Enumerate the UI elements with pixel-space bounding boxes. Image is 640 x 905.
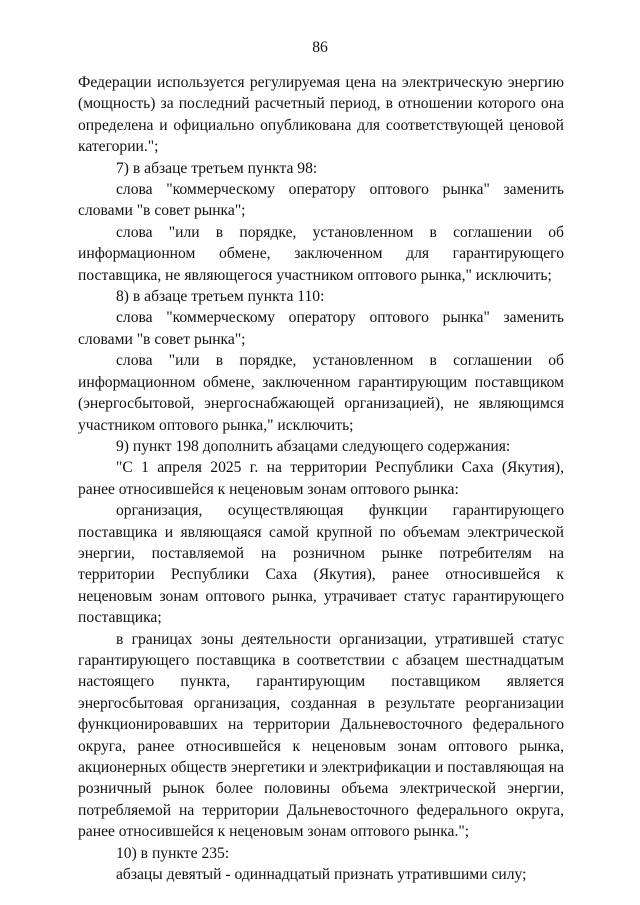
paragraph-item-9: 9) пункт 198 дополнить абзацами следующего содержания:: [116, 437, 511, 455]
document-body: [78, 72, 564, 885]
paragraph-item-7: 7) в абзаце третьем пункта 98:: [116, 159, 318, 177]
paragraph-item-9-organization: организация, осуществляющая функции гарантирующего поставщика и являющаяся самой крупной по объемам электрической энергии, поставляемой на розничном рынке потребителям на территории Республики Саха (Якутия), ранее относившейся к неценовым зонам оптового рынка, утрачивает статус гарантирующего поставщика;: [78, 502, 564, 627]
paragraph-item-9-intro: "С 1 апреля 2025 г. на территории Республики Саха (Якутия), ранее относившейся к неценовым зонам оптового рынка:: [78, 459, 564, 498]
paragraph-item-10-abzats: абзацы девятый - одиннадцатый признать утратившими силу;: [116, 866, 527, 884]
paragraph-continuation: Федерации используется регулируемая цена на электрическую энергию (мощность) за последний расчетный период, в отношении которого она определена и официально опубликована для соответствующей ценовой категории.";: [78, 74, 564, 156]
paragraph-item-8-words-replace: слова "коммерческому оператору оптового рынка" заменить словами "в совет рынка";: [78, 309, 564, 348]
paragraph-item-8: 8) в абзаце третьем пункта 110:: [116, 288, 325, 306]
paragraph-item-9-zone: в границах зоны деятельности организации, утратившей статус гарантирующего поставщика в соответствии с абзацем шестнадцатым настоящего пункта, гарантирующим поставщиком является энергосбытовая организация, созданная в результате реорганизации функционировавших на территории Дальневосточного федерального округа, ранее относившейся к неценовым зонам оптового рынка, акционерных обществ энергетики и электрификации и поставляющая на розничный рынок более половины объема электрической энергии, потребляемой на территории Дальневосточного федерального округа, ранее относившейся к неценовым зонам оптового рынка.";: [78, 630, 564, 841]
page-number: 86: [312, 39, 328, 56]
paragraph-item-7-words-delete: слова "или в порядке, установленном в соглашении об информационном обмене, заключенном для гарантирующего поставщика, не являющегося участником оптового рынка," исключить;: [78, 223, 564, 284]
paragraph-item-10: 10) в пункте 235:: [116, 844, 230, 862]
paragraph-item-7-words-replace: слова "коммерческому оператору оптового рынка" заменить словами "в совет рынка";: [78, 181, 564, 220]
paragraph-item-8-words-delete: слова "или в порядке, установленном в соглашении об информационном обмене, заключенном гарантирующим поставщиком (энергосбытовой, энергоснабжающей организацией), не являющимся участником оптового рынка," исключить;: [78, 352, 564, 434]
